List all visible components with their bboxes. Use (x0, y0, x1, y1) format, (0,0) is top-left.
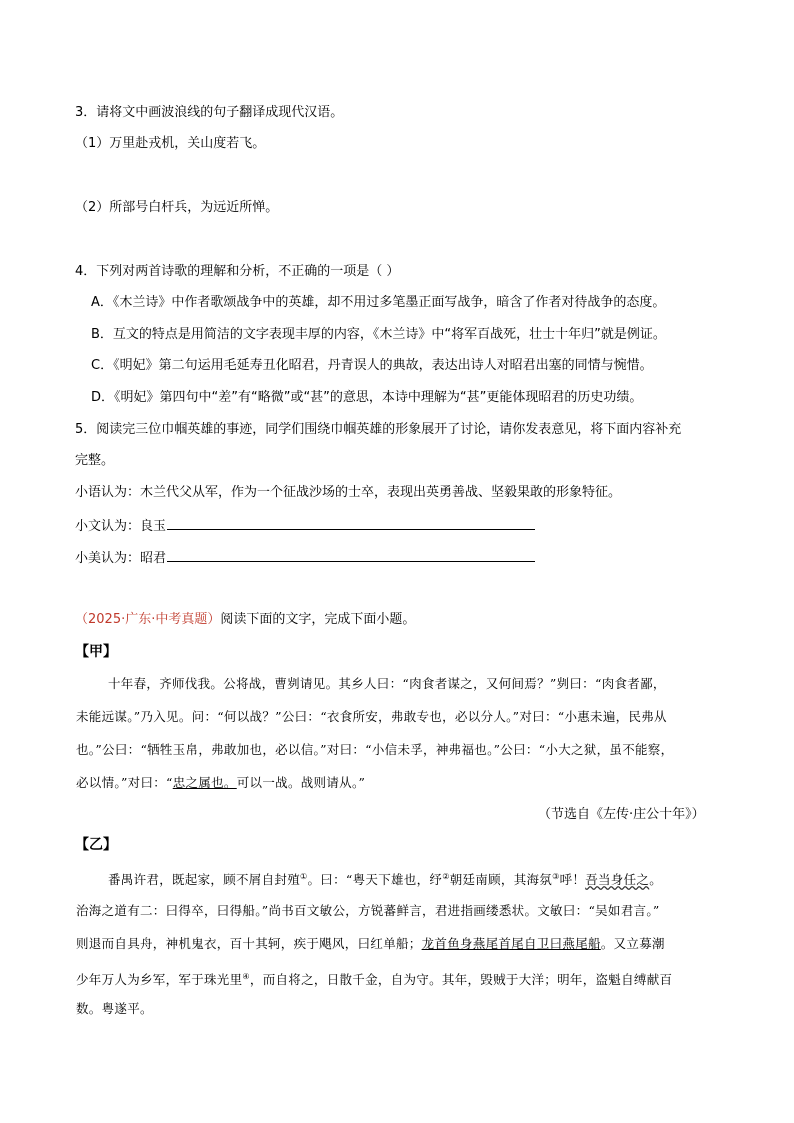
q5-xiaoyu: 小语认为：木兰代父从军，作为一个征战沙场的士卒，表现出英勇善战、坚毅果敢的形象特征。 (75, 485, 622, 500)
q4-option-d: D．《明妃》第四句中“差”有“略微”或“甚”的意思，本诗中理解为“甚”更能体现昭君的历史功绩。 (91, 390, 643, 405)
jia-line-1: 十年春，齐师伐我。公将战，曹刿请见。其乡人曰：“肉食者谋之，又何间焉？”刿曰：“肉食者鄙， (108, 676, 666, 691)
footnote-1: ① (300, 872, 308, 881)
yi-line-1-b: 。曰：“粤天下雄也，纾 (307, 872, 443, 888)
jia-line-4-a: 必以情。”对曰：“ (76, 775, 173, 790)
q4-stem: 4．下列对两首诗歌的理解和分析，不正确的一项是（ ） (75, 264, 400, 279)
yi-line-4 (76, 968, 672, 989)
q4-option-c: C．《明妃》第二句运用毛延寿丑化昭君，丹青误人的典故，表达出诗人对昭君出塞的同情与惋惜。 (91, 358, 653, 373)
jia-line-4 (76, 774, 365, 792)
answer-blank-xiaomei[interactable] (167, 547, 535, 562)
yi-line-1-a: 番禺许君，既起家，顾不屑自封殖 (108, 872, 301, 888)
footnote-2: ② (442, 872, 450, 881)
yi-line-1 (108, 868, 662, 889)
jia-underlined-sentence: 忠之属也。 (172, 775, 237, 790)
yi-line-4-b: ，而自将之，日散千金，自为守。其年，毁贼于大洋；明年，盗魁自缚献百 (249, 972, 673, 988)
q5-xiaowen-row (75, 515, 535, 536)
q5-stem-line1: 5．阅读完三位巾帼英雄的事迹，同学们围绕巾帼英雄的形象展开了讨论，请你发表意见，将下面内容补充 (75, 422, 682, 437)
jia-label: 【甲】 (75, 644, 117, 660)
jia-line-2: 未能远谋。”乃入见。问：“何以战？”公曰：“衣食所安，弗敢专也，必以分人。”对曰：“小惠未遍，民弗从 (76, 709, 667, 724)
yi-line-3 (76, 935, 665, 953)
q4-option-a: A．《木兰诗》中作者歌颂战争中的英雄，却不用过多笔墨正面写战争，暗含了作者对待战争的态度。 (91, 295, 666, 310)
yi-line-1-c: 朝廷南顾，其海氛 (449, 872, 553, 888)
yi-line-1-d: 呼！ (559, 872, 586, 888)
section-header (75, 611, 415, 629)
q3-stem: 3．请将文中画波浪线的句子翻译成现代汉语。 (75, 105, 344, 120)
source-tag: （2025·广东·中考真题） (75, 612, 221, 627)
yi-label: 【乙】 (75, 837, 117, 853)
yi-line-5: 数。粤遂平。 (76, 1001, 153, 1016)
yi-underlined-sentence: 龙首鱼身燕尾首尾自卫曰燕尾船 (421, 936, 601, 951)
yi-line-3-a: 则退而自具舟，神机鬼衣，百十其轲，疾于飓风，曰红单船； (76, 936, 422, 951)
q5-xiaowen: 小文认为：良玉 (75, 519, 167, 534)
section-instruction: 阅读下面的文字，完成下面小题。 (220, 612, 416, 627)
footnote-4: ④ (242, 972, 250, 981)
yi-line-1-e: 。 (649, 872, 663, 888)
q5-stem-line2: 完整。 (75, 453, 115, 468)
yi-line-4-a: 少年万人为乡军，军于珠光里 (76, 972, 243, 988)
jia-line-4-b: 可以一战。战则请从。” (236, 775, 366, 790)
q5-xiaomei-row (75, 547, 535, 568)
jia-source: （节选自《左传·庄公十年》） (538, 807, 705, 822)
q3-item1: （1）万里赴戎机，关山度若飞。 (75, 136, 266, 151)
q4-option-b: B．互文的特点是用简洁的文字表现丰厚的内容，《木兰诗》中“将军百战死，壮士十年归”就是例证。 (91, 327, 666, 342)
jia-line-3: 也。”公曰：“牺牲玉帛，弗敢加也，必以信。”对曰：“小信未孚，神弗福也。”公曰：“小大之狱，虽不能察， (76, 742, 674, 757)
yi-line-3-b: 。又立募潮 (600, 936, 665, 951)
q3-item2: （2）所部号白杆兵，为远近所惮。 (75, 200, 279, 215)
yi-line-2: 治海之道有二：曰得卒，曰得船。”尚书百文敏公，方锐蕃鲜言，君进指画缕悉状。文敏曰：“吴如君言。” (76, 903, 660, 918)
footnote-3: ③ (552, 872, 560, 881)
answer-blank-xiaowen[interactable] (167, 515, 535, 530)
yi-underlined-phrase: 吾当身任之 (585, 872, 650, 888)
q5-xiaomei: 小美认为：昭君 (75, 551, 167, 566)
